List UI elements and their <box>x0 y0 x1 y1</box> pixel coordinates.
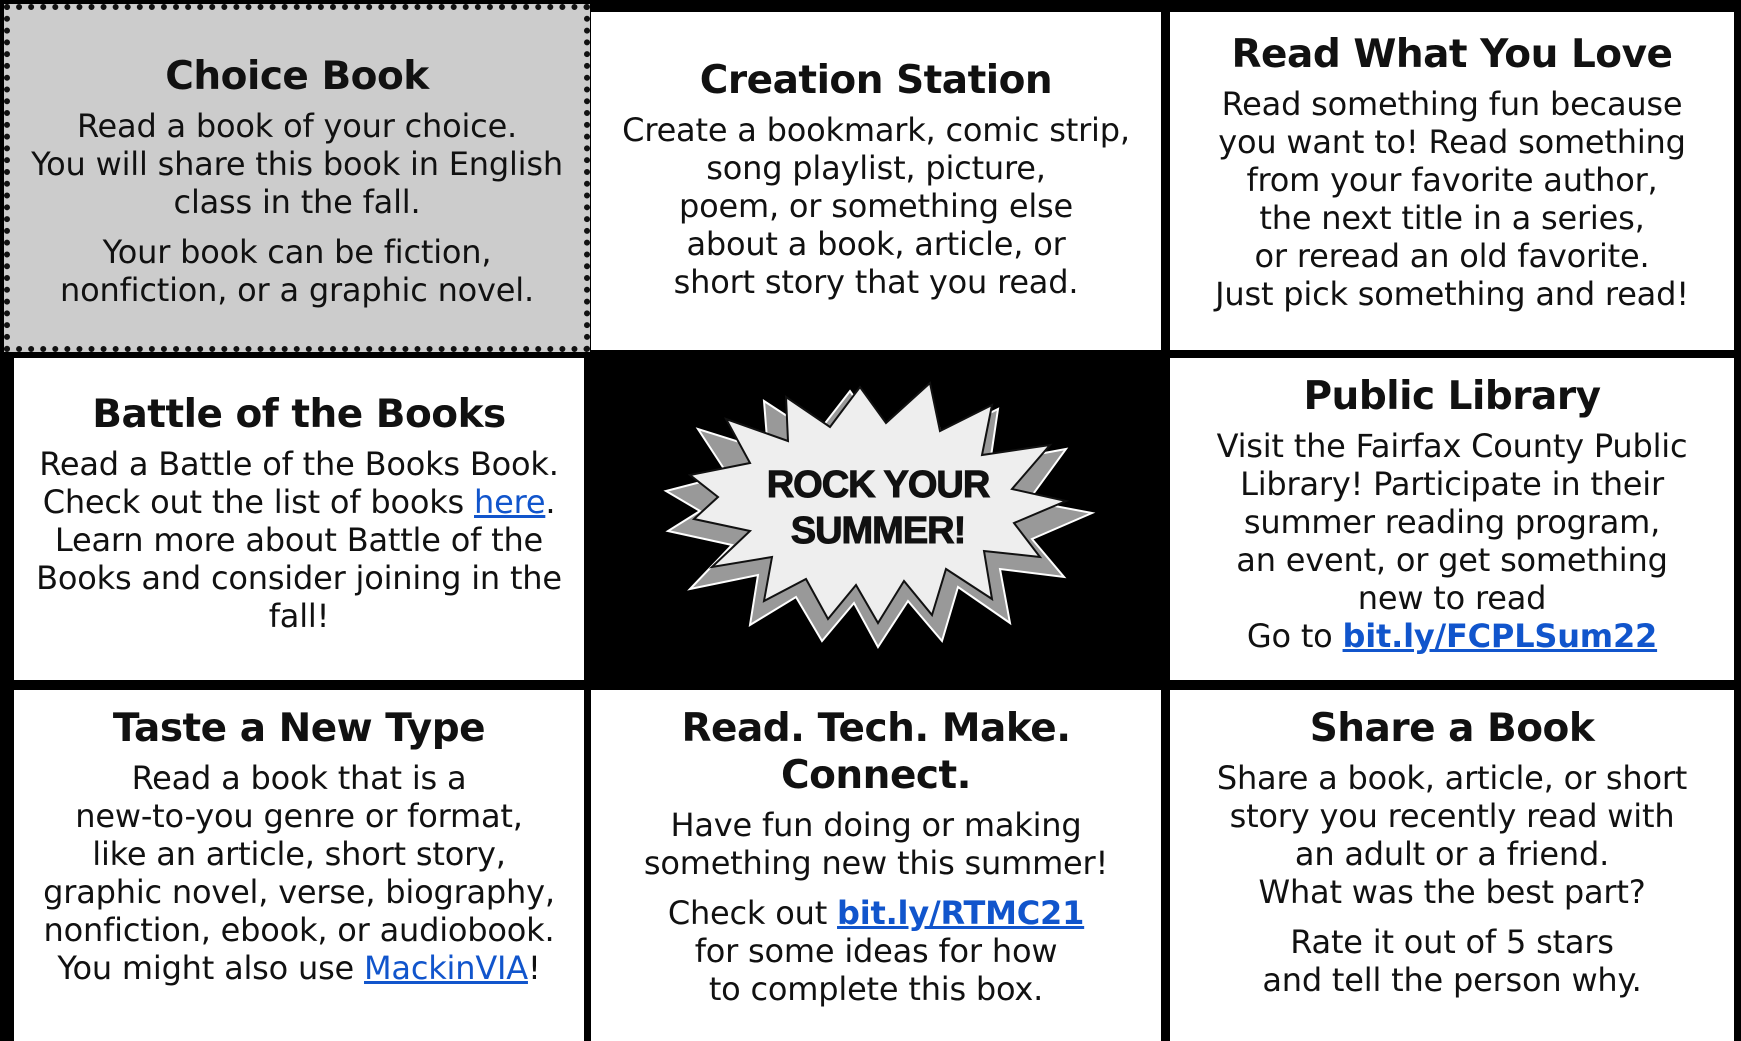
rtmc-title: Read. Tech. Make. Connect. <box>681 706 1071 798</box>
battle-of-books-text: Read a Battle of the Books Book. Check out the list of books here. Learn more about Battle of the Books and consider joining in the fall! <box>36 444 562 635</box>
share-book-text-1: Share a book, article, or short story you recently read with an adult or a friend. What was the best part? <box>1216 758 1688 911</box>
battle-of-books-cell <box>14 358 584 680</box>
choice-book-text-1: Read a book of your choice. You will share this book in English class in the fall. <box>31 106 563 221</box>
taste-new-type-title: Taste a New Type <box>112 706 486 751</box>
choice-book-cell <box>4 4 590 352</box>
read-what-you-love-title: Read What You Love <box>1231 32 1673 77</box>
share-book-cell <box>1170 690 1734 1041</box>
rtmc-text-2: Check out bit.ly/RTMC21 for some ideas for how to complete this box. <box>667 893 1085 1008</box>
read-what-you-love-cell <box>1170 12 1734 350</box>
taste-new-type-text: Read a book that is a new-to-you genre or format, like an article, short story, graphic novel, verse, biography, nonfiction, ebook, or audiobook. You might also use MackinVIA! <box>43 758 555 987</box>
taste-new-type-cell <box>14 690 584 1041</box>
public-library-text: Visit the Fairfax County Public Library! Participate in their summer reading program, an event, or get something new to read Go to bit.ly/FCPLSum22 <box>1216 426 1688 655</box>
choice-book-title: Choice Book <box>165 54 429 99</box>
starburst-graphic <box>646 379 1106 659</box>
rtmc-text-1: Have fun doing or making something new this summer! <box>643 805 1109 882</box>
mackinvia-link[interactable]: MackinVIA <box>364 948 528 987</box>
public-library-title: Public Library <box>1303 374 1601 419</box>
rock-your-summer-cell <box>591 358 1161 680</box>
public-library-cell <box>1170 358 1734 680</box>
creation-station-title: Creation Station <box>699 58 1053 103</box>
rock-your-summer-line1: ROCK YOUR <box>766 464 990 506</box>
battle-books-list-link[interactable]: here <box>474 482 546 521</box>
share-book-text-2: Rate it out of 5 stars and tell the person why. <box>1262 922 1642 999</box>
rtmc-link[interactable]: bit.ly/RTMC21 <box>837 893 1085 932</box>
battle-of-books-title: Battle of the Books <box>92 392 506 437</box>
share-book-title: Share a Book <box>1309 706 1595 751</box>
fcpl-link[interactable]: bit.ly/FCPLSum22 <box>1342 616 1658 655</box>
rtmc-cell <box>591 690 1161 1041</box>
creation-station-cell <box>591 12 1161 350</box>
creation-station-text: Create a bookmark, comic strip, song playlist, picture, poem, or something else about a book, article, or short story that you read. <box>622 110 1130 301</box>
choice-book-text-2: Your book can be fiction, nonfiction, or a graphic novel. <box>60 232 534 309</box>
rock-your-summer-line2: SUMMER! <box>790 510 966 552</box>
read-what-you-love-text: Read something fun because you want to! Read something from your favorite author, the next title in a series, or reread an old favorite. Just pick something and read! <box>1215 84 1689 313</box>
